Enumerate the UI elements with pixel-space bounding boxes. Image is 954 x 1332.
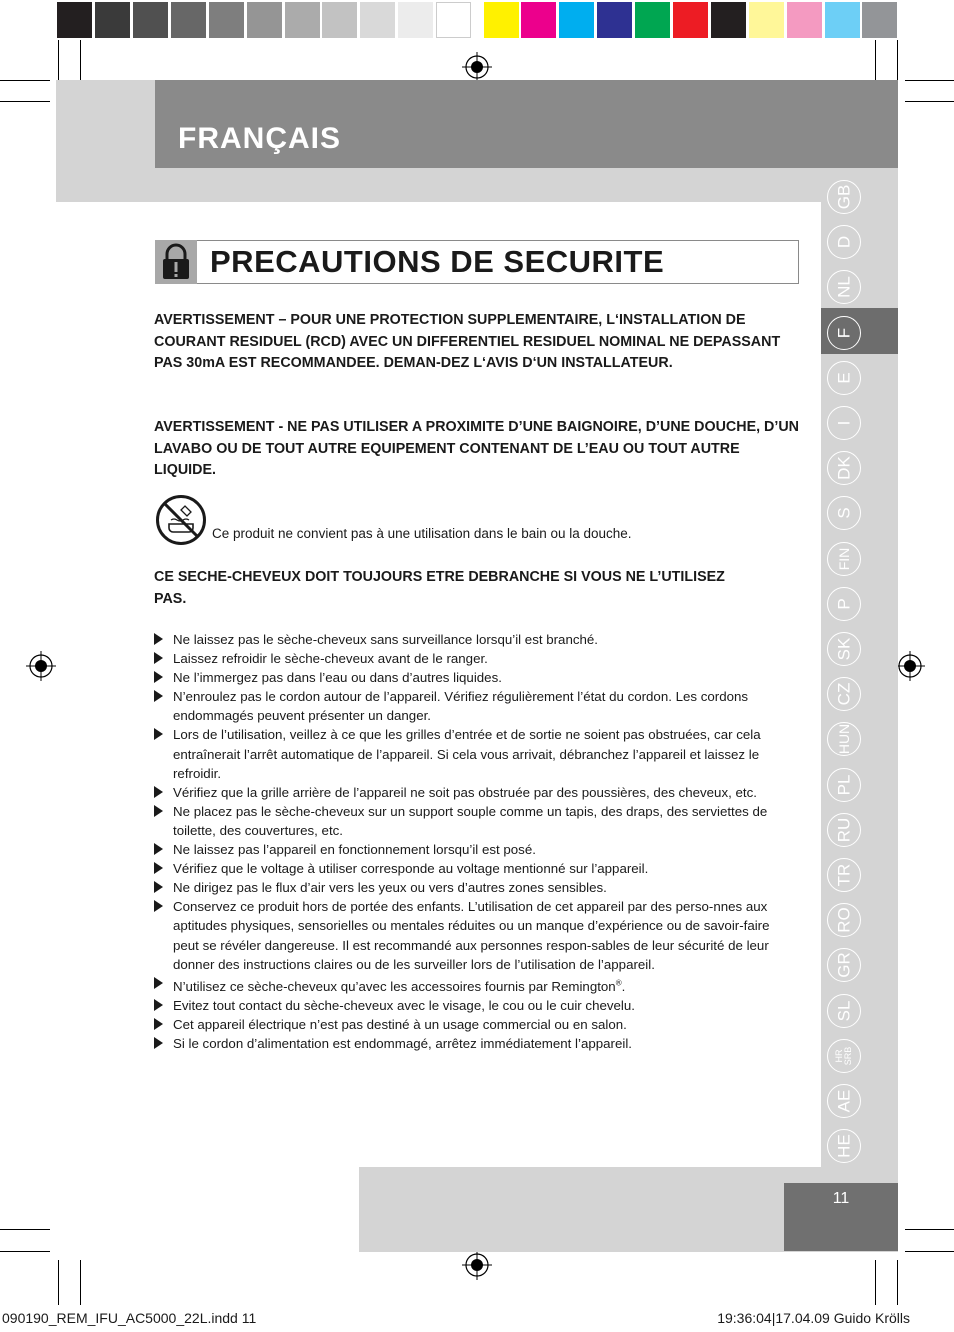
color-swatch <box>673 2 708 38</box>
registration-mark-icon <box>26 651 56 681</box>
language-code: HE <box>834 1134 854 1158</box>
bullet-text: Conservez ce produit hors de portée des enfants. L’utilisation de cet appareil par des perso-nnes aux aptitudes physiques, sensorielles ou mentales réduites ou un manque d’expérience ou de savoir-faire peut se révéler dangereuse. Il est recommandé aux personnes respon-sables de leur sécurité de leur donner des instructions claires ou de les surveiller lors de l’utilisation de l’appareil. <box>173 899 770 972</box>
registration-mark-icon <box>462 1250 492 1280</box>
crop-mark <box>897 1260 898 1305</box>
bullet-item <box>154 668 799 687</box>
bullet-triangle-icon <box>154 977 163 989</box>
section-title: PRECAUTIONS DE SECURITE <box>210 244 665 279</box>
no-bath-icon <box>155 494 207 546</box>
crop-mark <box>875 40 876 80</box>
color-swatch <box>521 2 556 38</box>
bullet-triangle-icon <box>154 999 163 1011</box>
bullet-triangle-icon <box>154 1018 163 1030</box>
color-swatch <box>862 2 897 38</box>
language-code: GR <box>834 952 854 979</box>
language-code: E <box>834 372 854 384</box>
language-tab-f <box>827 316 861 350</box>
language-tab-he <box>827 1129 861 1163</box>
bullet-triangle-icon <box>154 671 163 683</box>
registration-mark-icon <box>895 651 925 681</box>
color-swatch <box>95 2 130 38</box>
language-code: I <box>834 420 854 426</box>
lock-icon-box <box>155 240 197 284</box>
bullet-item <box>154 725 799 782</box>
crop-mark <box>905 1229 954 1230</box>
language-tab-gb <box>827 180 861 214</box>
language-code: PL <box>834 774 854 795</box>
color-swatch <box>711 2 746 38</box>
language-tab-d <box>827 225 861 259</box>
water-warning: AVERTISSEMENT - NE PAS UTILISER A PROXIMITE D’UNE BAIGNOIRE, D’UNE DOUCHE, D’UN LAVABO OU DE TOUT AUTRE EQUIPEMENT CONTENANT DE L’EAU OU TOUT AUTRE LIQUIDE. <box>154 419 799 478</box>
language-code: P <box>834 598 854 610</box>
bullet-item <box>154 630 799 649</box>
language-title: FRANÇAIS <box>178 122 341 155</box>
language-code: HUN <box>836 724 852 755</box>
lock-warning-icon <box>155 240 197 284</box>
bullet-text: Laissez refroidir le sèche-cheveux avant de le ranger. <box>173 651 488 667</box>
language-code: DK <box>834 456 854 480</box>
bullet-triangle-icon <box>154 786 163 798</box>
language-tab-pl <box>827 768 861 802</box>
language-code: D <box>834 236 854 249</box>
language-tab-p <box>827 587 861 621</box>
bullet-text: Ne l’immergez pas dans l’eau ou dans d’autres liquides. <box>173 670 502 686</box>
color-swatch <box>133 2 168 38</box>
color-swatch <box>209 2 244 38</box>
crop-mark <box>905 1251 954 1252</box>
bullet-text: Ne laissez pas le sèche-cheveux sans surveillance lorsqu’il est branché. <box>173 632 598 647</box>
bullet-text: N’enroulez pas le cordon autour de l’appareil. Vérifiez régulièrement l’état du cordon. Les cordons endommagés peuvent présenter un danger. <box>173 689 749 724</box>
bullet-text: Si le cordon d’alimentation est endommagé, arrêtez immédiatement l’appareil. <box>173 1036 632 1052</box>
language-code: SL <box>834 1000 854 1021</box>
bullet-triangle-icon <box>154 900 163 912</box>
bullet-item <box>154 802 799 840</box>
color-swatch <box>322 2 357 38</box>
bullet-triangle-icon <box>154 862 163 874</box>
page-number: 11 <box>832 1190 850 1207</box>
crop-mark <box>897 40 898 80</box>
language-code: S <box>834 507 854 520</box>
safety-bullet-list <box>154 630 799 1053</box>
language-tab-i <box>827 406 861 440</box>
bullet-text: Evitez tout contact du sèche-cheveux avec le visage, le cou ou le cuir chevelu. <box>173 998 635 1014</box>
language-code: RO <box>834 907 854 933</box>
rcd-warning: AVERTISSEMENT – POUR UNE PROTECTION SUPPLEMENTAIRE, L‘INSTALLATION DE COURANT RESIDUEL (RCD) AVEC UN DIFFERENTIEL RESIDUEL NOMINAL NE DEPASSANT PAS 30mA EST RECOMMANDEE. DEMAN-DEZ L‘AVIS D‘UN INSTALLATEUR. <box>154 312 781 371</box>
language-tab-cz <box>827 677 861 711</box>
language-code: AE <box>834 1089 854 1113</box>
language-tab-fin <box>827 542 861 576</box>
bullet-triangle-icon <box>154 843 163 855</box>
bullet-triangle-icon <box>154 881 163 893</box>
bullet-text: Ne laissez pas l’appareil en fonctionnement lorsqu’il est posé. <box>173 842 536 858</box>
bullet-triangle-icon <box>154 633 163 645</box>
crop-mark <box>0 80 50 81</box>
language-code: TR <box>834 863 854 887</box>
bullet-item <box>154 996 799 1015</box>
language-code: RU <box>834 817 854 843</box>
language-tab-e <box>827 361 861 395</box>
bullet-text: Vérifiez que le voltage à utiliser corresponde au voltage mentionné sur l’appareil. <box>173 861 649 877</box>
bullet-item <box>154 974 799 997</box>
crop-mark <box>905 80 954 81</box>
bullet-item <box>154 1015 799 1034</box>
language-code: CZ <box>834 682 854 706</box>
bath-note: Ce produit ne convient pas à une utilisation dans le bain ou la douche. <box>212 526 632 541</box>
crop-mark <box>905 101 954 102</box>
bullet-item <box>154 840 799 859</box>
bullet-item <box>154 897 799 973</box>
color-swatch <box>285 2 320 38</box>
language-tab-sl <box>827 994 861 1028</box>
color-swatch <box>247 2 282 38</box>
bullet-item <box>154 649 799 668</box>
footer-timestamp: 19:36:04|17.04.09 Guido Krölls <box>717 1310 910 1326</box>
bullet-text: Ne dirigez pas le flux d’air vers les yeux ou vers d’autres zones sensibles. <box>173 880 607 896</box>
color-swatch <box>484 2 519 38</box>
footer-file-slug: 090190_REM_IFU_AC5000_22L.indd 11 <box>2 1310 257 1326</box>
language-tab-ro <box>827 903 861 937</box>
color-swatch <box>825 2 860 38</box>
crop-mark <box>0 101 50 102</box>
bullet-item <box>154 1034 799 1053</box>
language-code: FIN <box>836 547 852 570</box>
crop-mark <box>58 1260 59 1305</box>
bullet-item <box>154 859 799 878</box>
bullet-text: N’utilisez ce sèche-cheveux qu’avec les accessoires fournis par Remington®. <box>173 978 626 995</box>
color-swatch <box>597 2 632 38</box>
bullet-item <box>154 783 799 802</box>
language-code: NL <box>834 276 854 299</box>
bullet-triangle-icon <box>154 652 163 664</box>
registration-mark-icon <box>462 52 492 82</box>
bullet-text: Vérifiez que la grille arrière de l’appareil ne soit pas obstruée par des poussières, des cheveux, etc. <box>173 784 757 800</box>
bullet-text: Lors de l’utilisation, veillez à ce que les grilles d’entrée et de sortie ne soient pas obstruées, car cela entraînerait l’arrêt automatique de l’appareil. Si cela vous arrivait, débranchez l’appareil et laissez le refroidir. <box>173 727 761 781</box>
color-swatch <box>171 2 206 38</box>
color-swatch <box>635 2 670 38</box>
crop-mark <box>80 1260 81 1305</box>
unplug-warning: CE SECHE-CHEVEUX DOIT TOUJOURS ETRE DEBRANCHE SI VOUS NE L’UTILISEZ PAS. <box>154 569 725 607</box>
bullet-triangle-icon <box>154 690 163 702</box>
language-code: SK <box>834 637 854 661</box>
color-swatch <box>436 2 471 38</box>
bullet-triangle-icon <box>154 1037 163 1049</box>
color-swatch <box>57 2 92 38</box>
language-tab-dk <box>827 451 861 485</box>
color-swatch <box>787 2 822 38</box>
language-tab-hr-srb <box>827 1039 861 1073</box>
bullet-text: Ne placez pas le sèche-cheveux sur un support souple comme un tapis, des draps, des serviettes de toilette, des couvertures, etc. <box>173 803 768 838</box>
color-swatch <box>749 2 784 38</box>
bullet-item <box>154 687 799 725</box>
language-tab-ru <box>827 813 861 847</box>
language-tab-ae <box>827 1084 861 1118</box>
crop-mark <box>0 1229 50 1230</box>
bullet-triangle-icon <box>154 728 163 740</box>
crop-mark <box>0 1251 50 1252</box>
language-tab-tr <box>827 858 861 892</box>
language-code: GB <box>834 184 854 210</box>
crop-mark <box>875 1260 876 1305</box>
color-swatch <box>559 2 594 38</box>
crop-mark <box>80 40 81 80</box>
color-swatch <box>398 2 433 38</box>
bullet-item <box>154 878 799 897</box>
color-swatch <box>360 2 395 38</box>
language-tab-sk <box>827 632 861 666</box>
bullet-triangle-icon <box>154 805 163 817</box>
language-code: HR SRB <box>834 1046 853 1066</box>
crop-mark <box>58 40 59 80</box>
bullet-text: Cet appareil électrique n’est pas destiné à un usage commercial ou en salon. <box>173 1017 627 1033</box>
language-code: F <box>834 327 854 338</box>
